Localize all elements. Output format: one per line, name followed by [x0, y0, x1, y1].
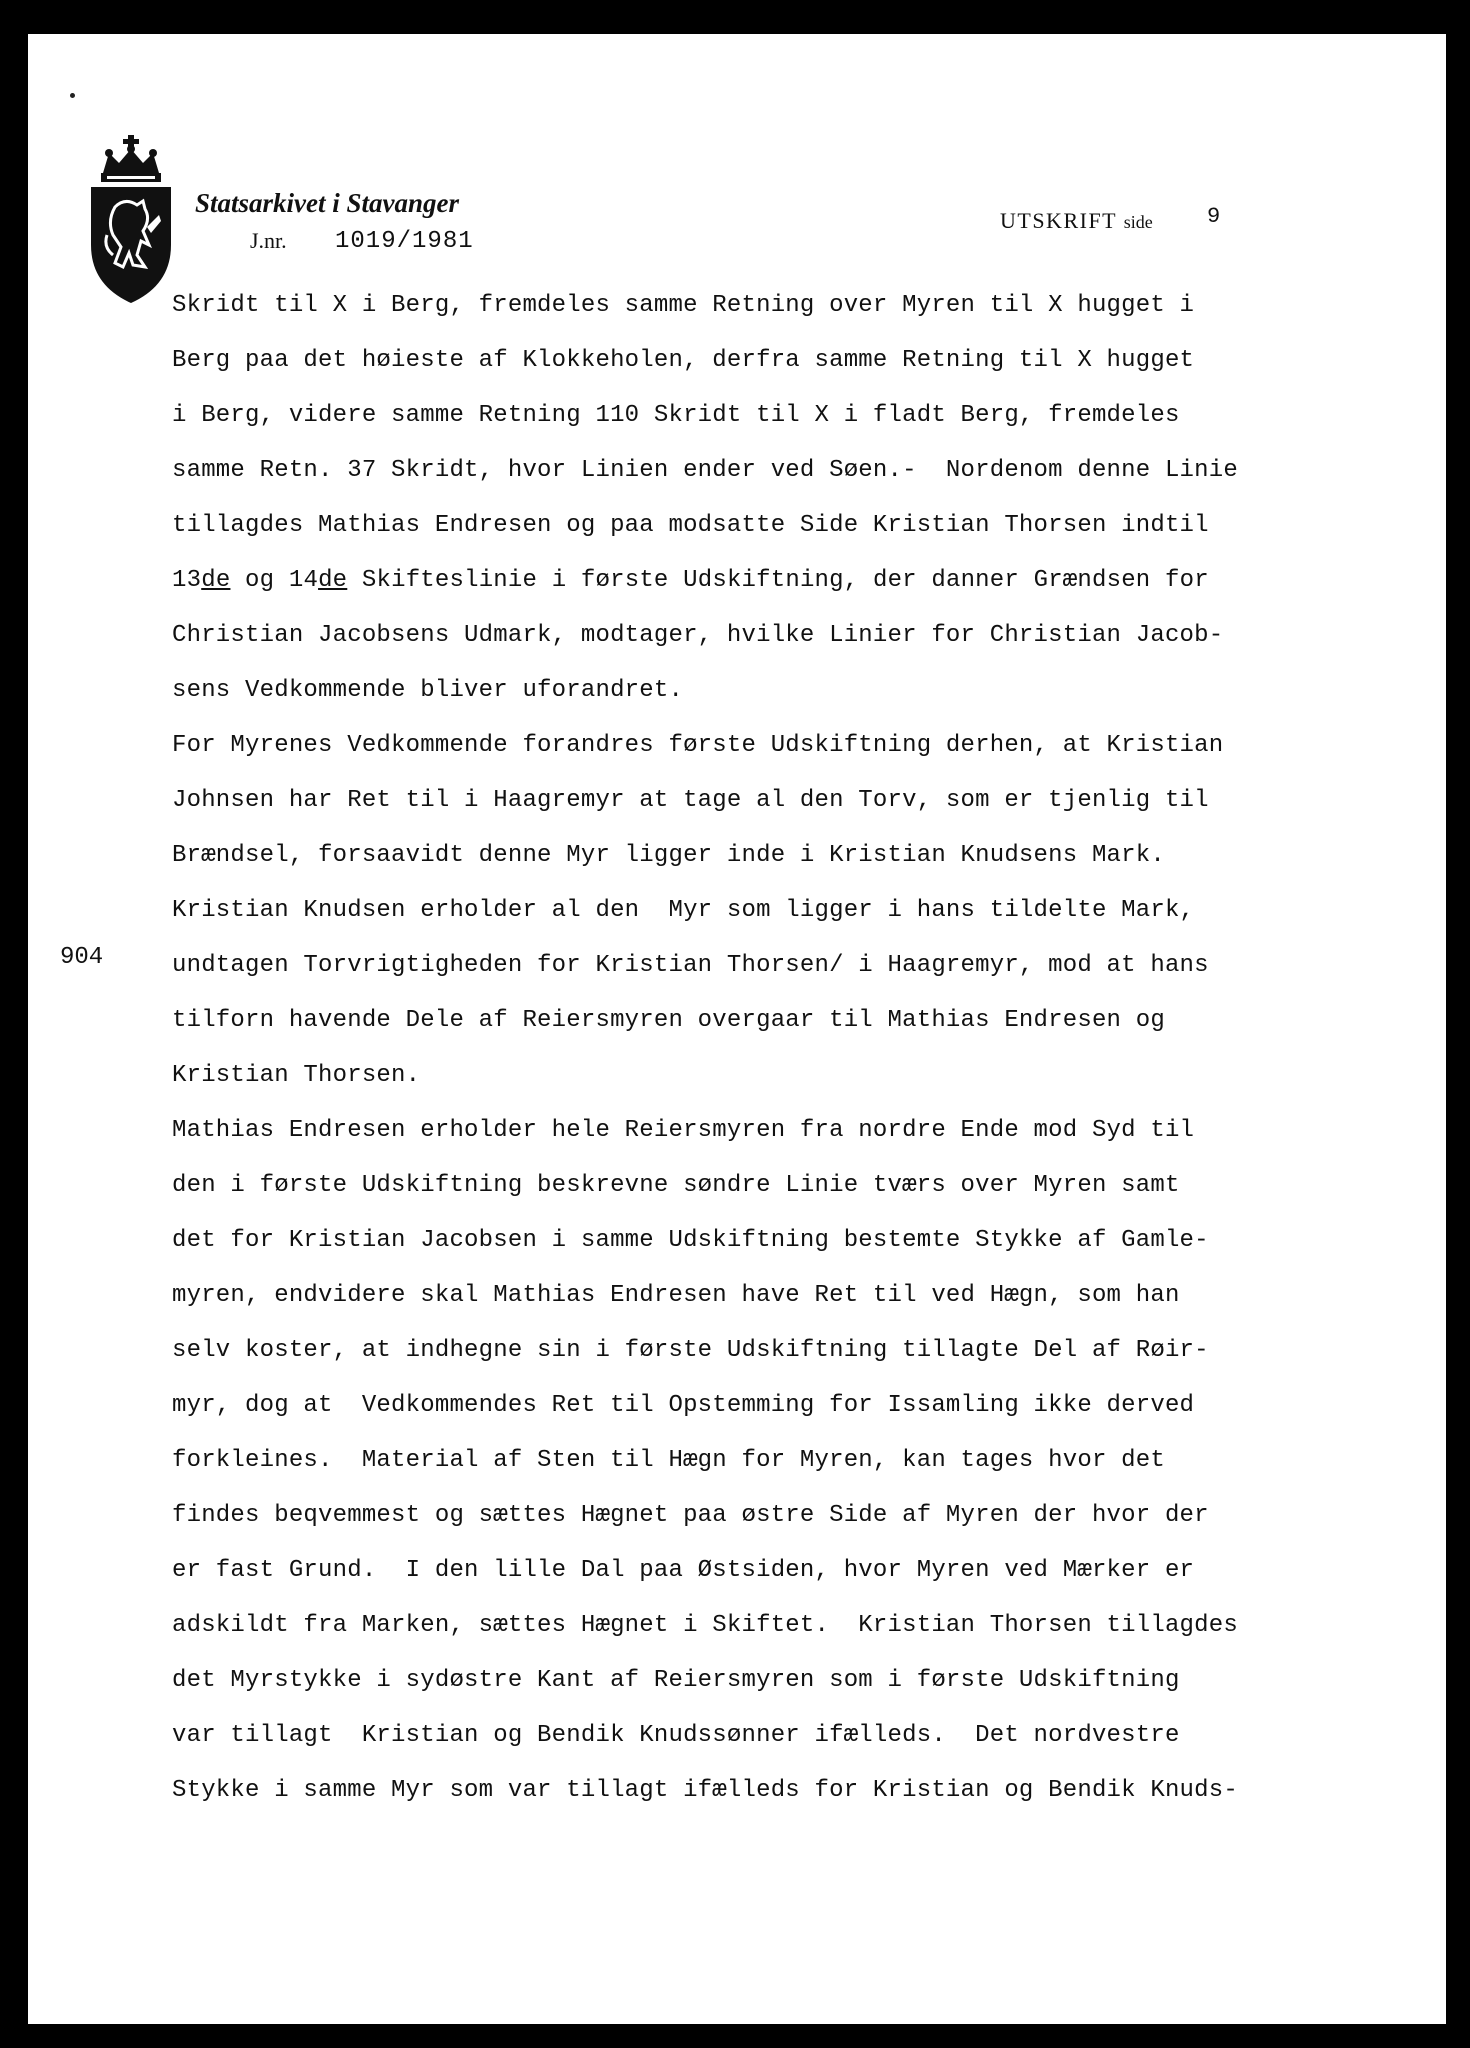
text-line: myren, endvidere skal Mathias Endresen have Ret til ved Hægn, som han: [172, 1282, 1180, 1309]
document-type-label: UTSKRIFT: [1000, 208, 1117, 233]
text-line: Berg paa det høieste af Klokkeholen, derfra samme Retning til X hugget: [172, 347, 1195, 374]
text-line: myr, dog at Vedkommendes Ret til Opstemming for Issamling ikke derved: [172, 1392, 1195, 1419]
text-line: sens Vedkommende bliver uforandret.: [172, 677, 684, 704]
text-line: Brændsel, forsaavidt denne Myr ligger inde i Kristian Knudsens Mark.: [172, 842, 1165, 869]
text-line: adskildt fra Marken, sættes Hægnet i Skiftet. Kristian Thorsen tillagdes: [172, 1612, 1238, 1639]
text-line: er fast Grund. I den lille Dal paa Østsiden, hvor Myren ved Mærker er: [172, 1557, 1195, 1584]
journal-number: 1019/1981: [335, 228, 474, 255]
journal-number-label: J.nr.: [250, 228, 287, 253]
side-label: side: [1123, 212, 1153, 232]
text-line: det Myrstykke i sydøstre Kant af Reiersmyren som i første Udskiftning: [172, 1667, 1180, 1694]
document-type: [1000, 208, 1153, 234]
text-segment: og 14: [230, 567, 319, 594]
text-line: Mathias Endresen erholder hele Reiersmyren fra nordre Ende mod Syd til: [172, 1117, 1195, 1144]
text-line: [172, 553, 1402, 608]
text-line: forkleines. Material af Sten til Hægn for Myren, kan tages hvor det: [172, 1447, 1165, 1474]
text-line: Kristian Thorsen.: [172, 1062, 421, 1089]
text-line: tillagdes Mathias Endresen og paa modsatte Side Kristian Thorsen indtil: [172, 512, 1209, 539]
text-line: tilforn havende Dele af Reiersmyren overgaar til Mathias Endresen og: [172, 1007, 1165, 1034]
text-line: selv koster, at indhegne sin i første Udskiftning tillagte Del af Røir-: [172, 1337, 1209, 1364]
underlined-ordinal: de: [201, 567, 231, 594]
text-line: det for Kristian Jacobsen i samme Udskiftning bestemte Stykke af Gamle-: [172, 1227, 1209, 1254]
margin-page-reference: 904: [60, 944, 104, 971]
text-line: Kristian Knudsen erholder al den Myr som ligger i hans tildelte Mark,: [172, 897, 1195, 924]
page-number: 9: [1207, 204, 1221, 229]
text-segment: Skifteslinie i første Udskiftning, der danner Grændsen for: [347, 567, 1209, 594]
text-line: samme Retn. 37 Skridt, hvor Linien ender ved Søen.- Nordenom denne Linie: [172, 457, 1238, 484]
text-line: Christian Jacobsens Udmark, modtager, hvilke Linier for Christian Jacob-: [172, 622, 1224, 649]
norwegian-coat-of-arms-icon: [85, 135, 177, 305]
text-line: Stykke i samme Myr som var tillagt ifælleds for Kristian og Bendik Knuds-: [172, 1777, 1238, 1804]
text-line: den i første Udskiftning beskrevne søndre Linie tværs over Myren samt: [172, 1172, 1180, 1199]
text-line: Johnsen har Ret til i Haagremyr at tage al den Torv, som er tjenlig til: [172, 787, 1209, 814]
text-line: undtagen Torvrigtigheden for Kristian Thorsen/ i Haagremyr, mod at hans: [172, 952, 1209, 979]
archive-name: Statsarkivet i Stavanger: [195, 188, 460, 218]
text-line: findes beqvemmest og sættes Hægnet paa østre Side af Myren der hvor der: [172, 1502, 1209, 1529]
document-body: [172, 278, 1402, 1818]
text-line: i Berg, videre samme Retning 110 Skridt til X i fladt Berg, fremdeles: [172, 402, 1180, 429]
scan-speck: [70, 93, 75, 98]
text-line: Skridt til X i Berg, fremdeles samme Retning over Myren til X hugget i: [172, 292, 1195, 319]
underlined-ordinal: de: [318, 567, 348, 594]
text-segment: 13: [172, 567, 202, 594]
text-line: For Myrenes Vedkommende forandres første Udskiftning derhen, at Kristian: [172, 732, 1224, 759]
text-line: var tillagt Kristian og Bendik Knudssønner ifælleds. Det nordvestre: [172, 1722, 1180, 1749]
